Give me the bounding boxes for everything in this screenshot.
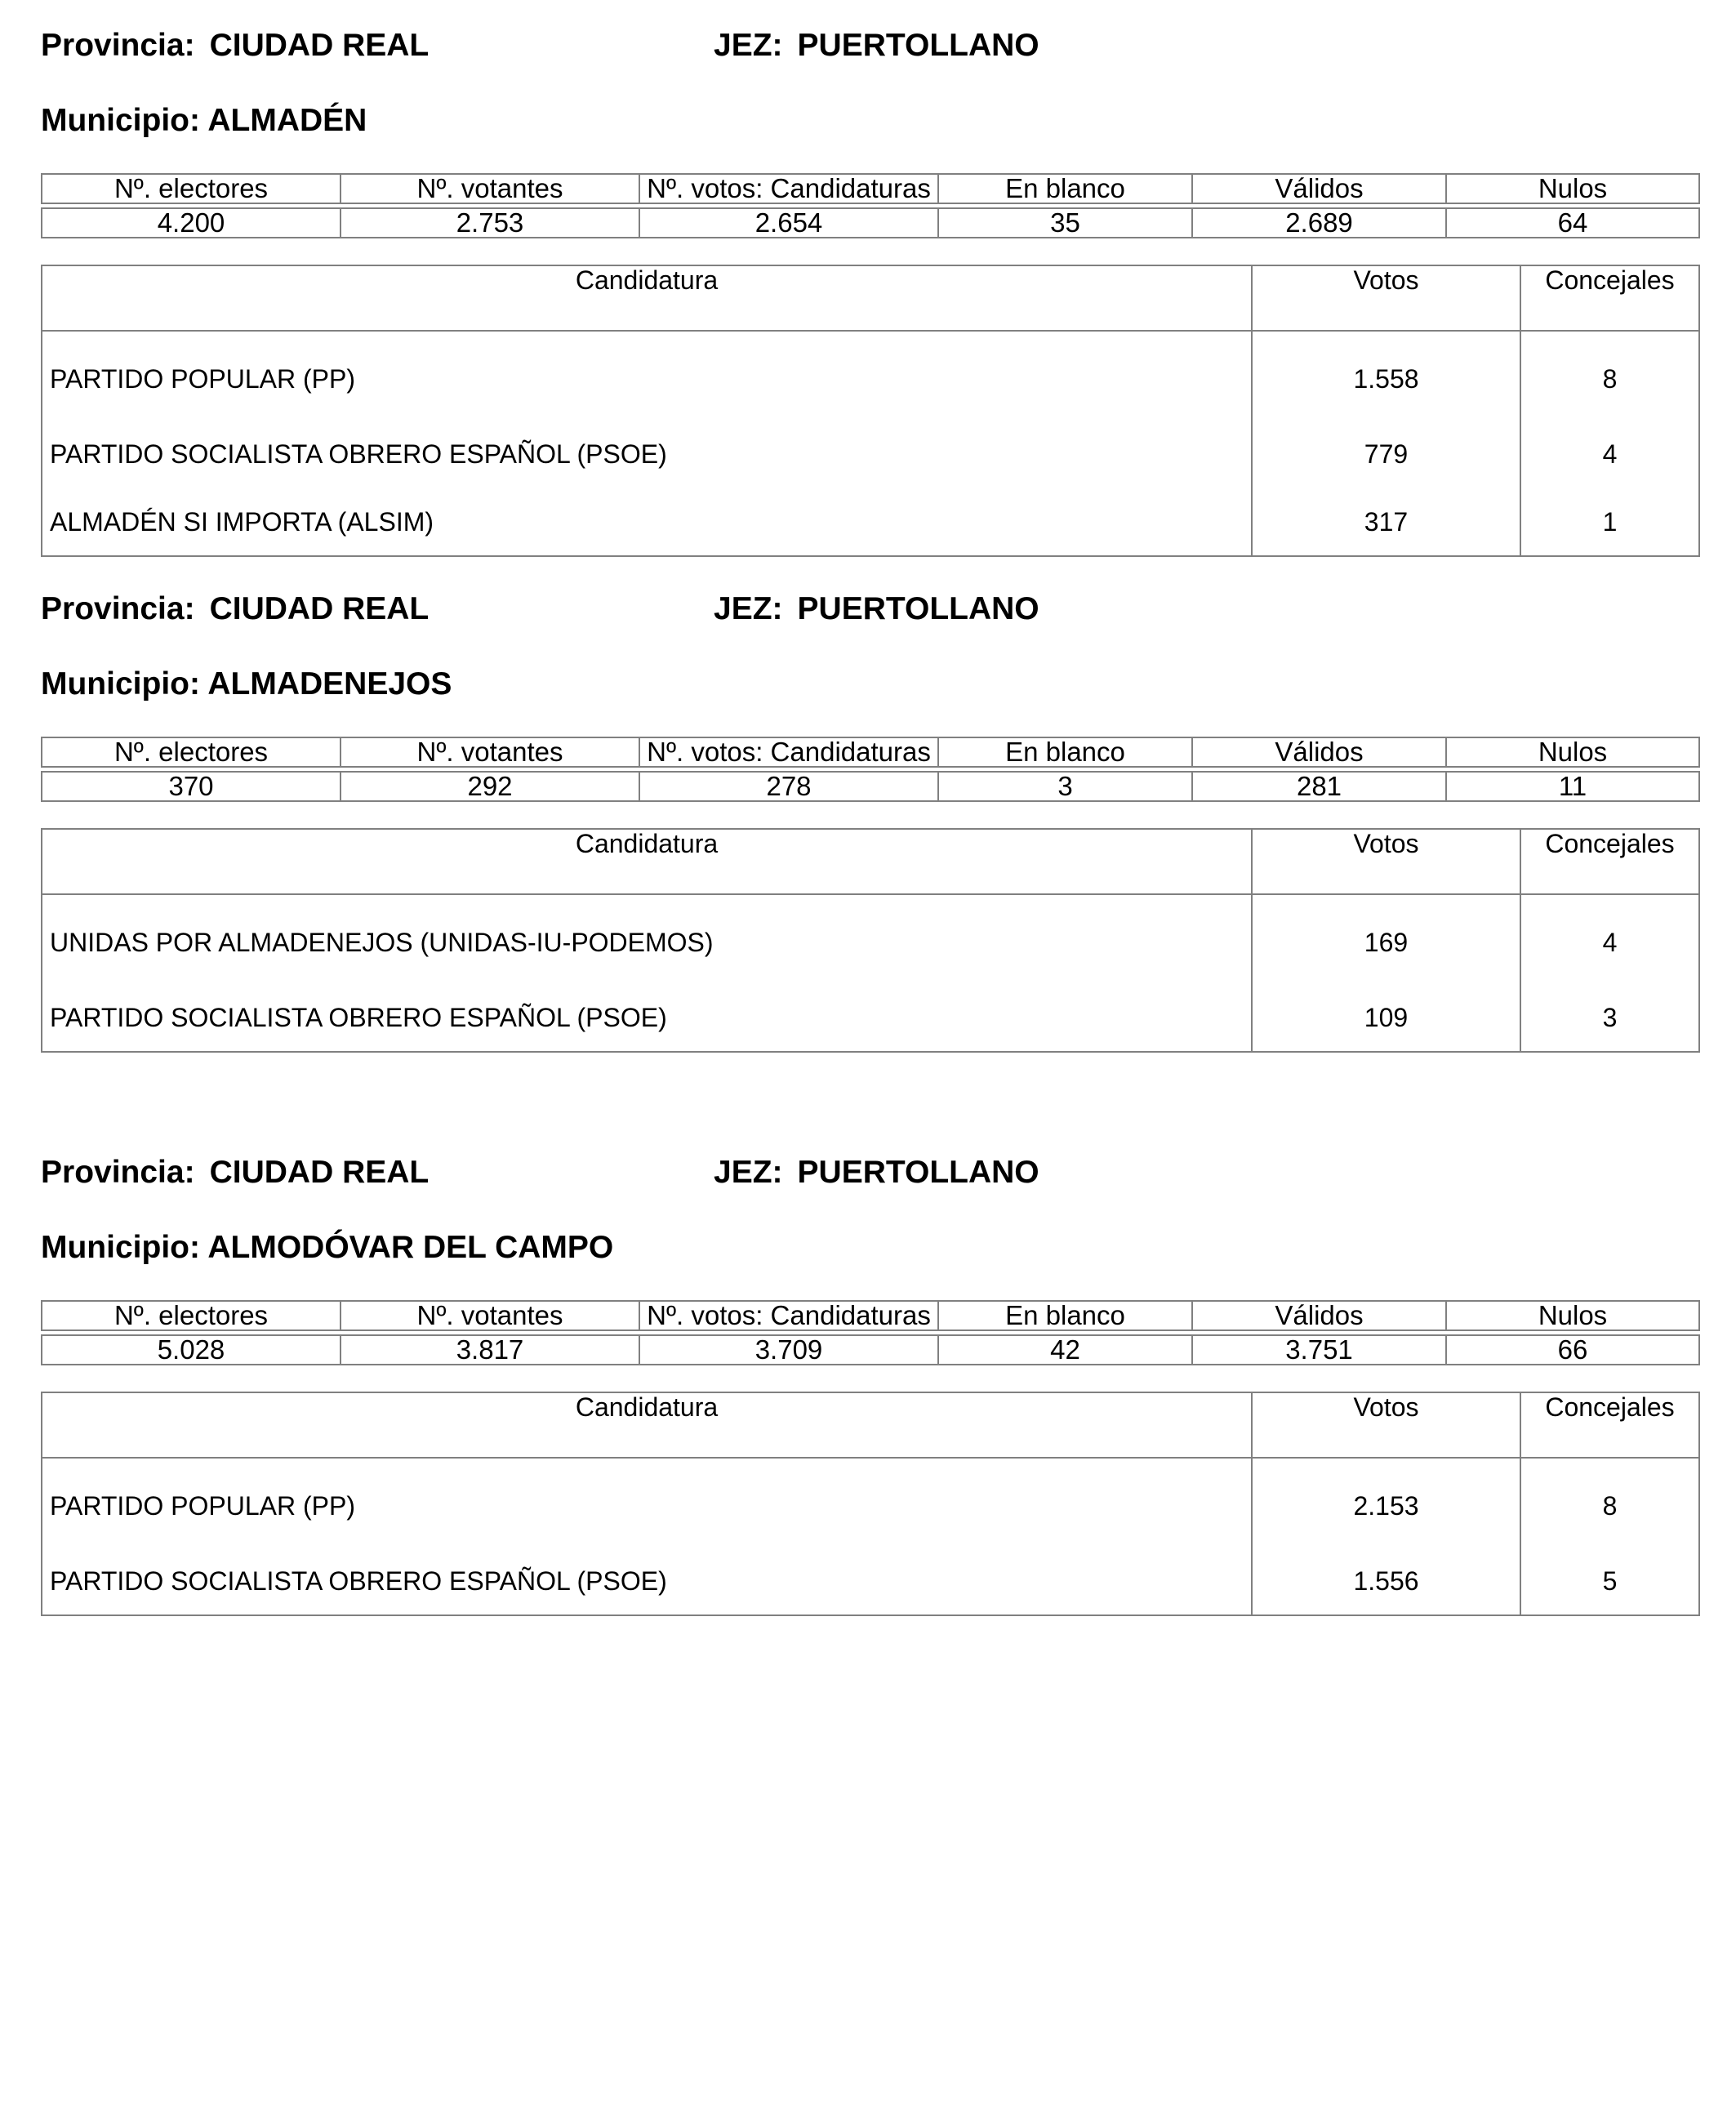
municipio-value: ALMODÓVAR DEL CAMPO [207,1230,614,1265]
summary-value-row [42,772,1699,801]
summary-value-cell: 35 [938,208,1192,238]
votos-cell: 317 [1252,488,1520,556]
table-row [42,488,1699,556]
provincia-value: CIUDAD REAL [209,28,430,63]
summary-header-cell: Nº. electores [42,1301,341,1330]
table-row [42,894,1699,983]
summary-header-row [42,174,1699,203]
summary-value-row [42,1335,1699,1365]
summary-header-cell: Válidos [1192,174,1446,203]
table-row [42,1458,1699,1547]
votos-cell: 169 [1252,894,1520,983]
summary-value-cell: 370 [42,772,341,801]
provincia-label: Provincia: [41,1155,195,1190]
candidatura-header: Candidatura [42,1392,1252,1458]
candidatura-cell: UNIDAS POR ALMADENEJOS (UNIDAS-IU-PODEMOS) [42,894,1252,983]
concejales-cell: 8 [1520,331,1699,420]
concejales-cell: 8 [1520,1458,1699,1547]
summary-header-row [42,737,1699,767]
summary-header-cell: Nº. votos: Candidaturas [639,1301,938,1330]
concejales-cell: 1 [1520,488,1699,556]
provincia-label: Provincia: [41,28,195,63]
concejales-header: Concejales [1520,1392,1699,1458]
summary-header-cell: Nulos [1446,1301,1699,1330]
concejales-header: Concejales [1520,265,1699,331]
votos-header: Votos [1252,1392,1520,1458]
jez-label: JEZ: [714,28,783,63]
candidatura-header: Candidatura [42,829,1252,894]
concejales-cell: 5 [1520,1547,1699,1615]
candidatura-cell: PARTIDO SOCIALISTA OBRERO ESPAÑOL (PSOE) [42,420,1252,488]
candidatura-cell: PARTIDO SOCIALISTA OBRERO ESPAÑOL (PSOE) [42,1547,1252,1615]
summary-header-cell: Nulos [1446,174,1699,203]
table-row [42,1547,1699,1615]
summary-header-cell: Nº. votantes [341,737,639,767]
summary-value-cell: 11 [1446,772,1699,801]
summary-header-cell: En blanco [938,174,1192,203]
results-header-row [42,1392,1699,1458]
results-table [41,1392,1700,1616]
summary-table [41,1300,1700,1365]
summary-header-cell: Nulos [1446,737,1699,767]
votos-cell: 109 [1252,983,1520,1052]
summary-value-cell: 2.689 [1192,208,1446,238]
table-row [42,420,1699,488]
provincia-value: CIUDAD REAL [209,1155,430,1190]
summary-value-row [42,208,1699,238]
concejales-cell: 4 [1520,420,1699,488]
results-header-row [42,265,1699,331]
jez-group [714,591,1039,627]
summary-header-cell: Nº. votantes [341,174,639,203]
summary-header-cell: Nº. electores [42,737,341,767]
summary-value-cell: 5.028 [42,1335,341,1365]
summary-value-cell: 281 [1192,772,1446,801]
jez-value: PUERTOLLANO [797,28,1039,63]
summary-value-cell: 2.654 [639,208,938,238]
provincia-label: Provincia: [41,591,195,626]
candidatura-cell: ALMADÉN SI IMPORTA (ALSIM) [42,488,1252,556]
votos-header: Votos [1252,829,1520,894]
table-row [42,983,1699,1052]
summary-header-cell: Válidos [1192,737,1446,767]
summary-header-cell: Nº. votos: Candidaturas [639,737,938,767]
results-table [41,828,1700,1053]
municipio-value: ALMADENEJOS [207,666,452,701]
municipio-label: Municipio: [41,103,200,138]
summary-value-cell: 42 [938,1335,1192,1365]
summary-header-cell: Válidos [1192,1301,1446,1330]
votos-cell: 1.556 [1252,1547,1520,1615]
municipio-label: Municipio: [41,666,200,701]
municipio-label: Municipio: [41,1230,200,1265]
summary-value-cell: 3.751 [1192,1335,1446,1365]
provincia-line [41,1155,1039,1191]
municipio-line [41,666,452,702]
concejales-cell: 4 [1520,894,1699,983]
summary-value-cell: 66 [1446,1335,1699,1365]
provincia-value: CIUDAD REAL [209,591,430,626]
votos-cell: 1.558 [1252,331,1520,420]
municipio-value: ALMADÉN [207,103,367,138]
concejales-header: Concejales [1520,829,1699,894]
summary-value-cell: 3 [938,772,1192,801]
summary-header-cell: Nº. electores [42,174,341,203]
municipio-line [41,103,367,139]
provincia-line [41,28,1039,64]
votos-cell: 2.153 [1252,1458,1520,1547]
candidatura-cell: PARTIDO SOCIALISTA OBRERO ESPAÑOL (PSOE) [42,983,1252,1052]
summary-header-cell: Nº. votos: Candidaturas [639,174,938,203]
jez-group [714,1155,1039,1191]
summary-table [41,737,1700,802]
candidatura-header: Candidatura [42,265,1252,331]
summary-header-cell: En blanco [938,737,1192,767]
votos-header: Votos [1252,265,1520,331]
summary-header-cell: En blanco [938,1301,1192,1330]
jez-group [714,28,1039,64]
summary-header-cell: Nº. votantes [341,1301,639,1330]
table-row [42,331,1699,420]
summary-value-cell: 3.817 [341,1335,639,1365]
results-table [41,265,1700,557]
summary-value-cell: 2.753 [341,208,639,238]
summary-table [41,173,1700,238]
jez-value: PUERTOLLANO [797,1155,1039,1190]
summary-value-cell: 4.200 [42,208,341,238]
municipio-line [41,1230,613,1266]
summary-value-cell: 3.709 [639,1335,938,1365]
summary-header-row [42,1301,1699,1330]
summary-value-cell: 292 [341,772,639,801]
votos-cell: 779 [1252,420,1520,488]
candidatura-cell: PARTIDO POPULAR (PP) [42,331,1252,420]
summary-value-cell: 278 [639,772,938,801]
provincia-line [41,591,1039,627]
jez-label: JEZ: [714,591,783,626]
jez-value: PUERTOLLANO [797,591,1039,626]
candidatura-cell: PARTIDO POPULAR (PP) [42,1458,1252,1547]
jez-label: JEZ: [714,1155,783,1190]
summary-value-cell: 64 [1446,208,1699,238]
concejales-cell: 3 [1520,983,1699,1052]
results-header-row [42,829,1699,894]
